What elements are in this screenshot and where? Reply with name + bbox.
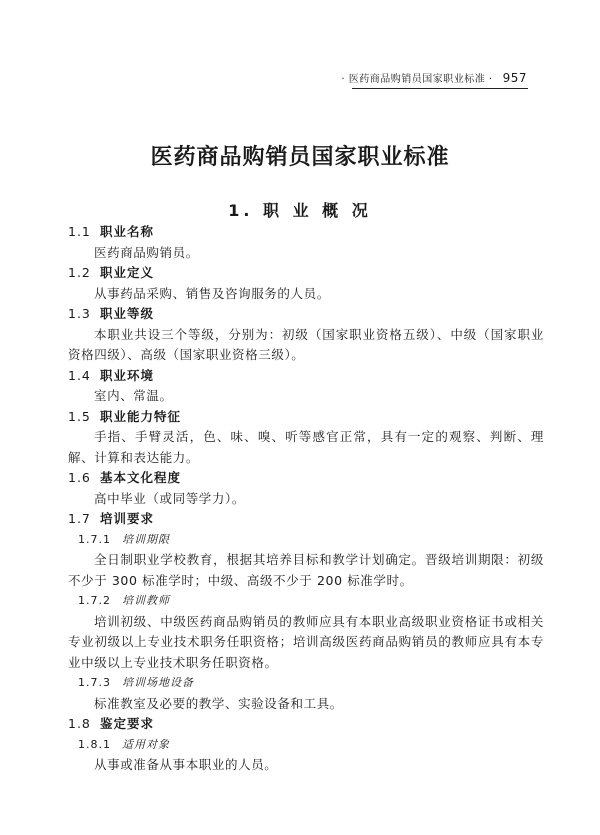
document-title: 医药商品购销员国家职业标准 xyxy=(150,145,450,170)
header-rule xyxy=(352,88,528,89)
subsection-title: 培训教师 xyxy=(122,594,170,607)
section-heading xyxy=(68,407,544,428)
section-number: 1.3 xyxy=(68,306,91,321)
section-title: 基本文化程度 xyxy=(100,470,182,485)
paragraph: 高中毕业（或同等学力）。 xyxy=(94,490,245,506)
document-body xyxy=(68,222,544,776)
section-heading xyxy=(68,366,544,387)
section-heading xyxy=(68,263,544,284)
subsection-heading xyxy=(68,530,544,551)
subsection-number: 1.7.2 xyxy=(78,594,111,607)
running-title: · 医药商品购销员国家职业标准 · xyxy=(341,74,493,85)
section-title: 职业环境 xyxy=(100,367,155,383)
section-heading xyxy=(68,222,544,243)
section-heading xyxy=(68,468,544,489)
section-heading xyxy=(68,714,544,735)
section-heading xyxy=(68,304,544,325)
paragraph: 全日制职业学校教育，根据其培养目标和教学计划确定。晋级培训期限：初级不少于 300 标准学时；中级、高级不少于 200 标准学时。 xyxy=(68,552,544,588)
section-heading xyxy=(68,509,544,530)
subsection-heading xyxy=(68,673,544,694)
subsection-number: 1.7.1 xyxy=(78,532,111,546)
subsection-number: 1.7.3 xyxy=(78,676,111,689)
chapter-heading: 1. 职 业 概 况 xyxy=(228,201,372,220)
paragraph: 室内、常温。 xyxy=(94,388,173,403)
section-number: 1.1 xyxy=(68,224,91,239)
section-title: 职业名称 xyxy=(100,224,155,239)
section-number: 1.4 xyxy=(68,367,91,383)
paragraph: 标准教室及必要的教学、实验设备和工具。 xyxy=(94,695,343,711)
section-title: 鉴定要求 xyxy=(100,716,155,731)
paragraph: 从事或准备从事本职业的人员。 xyxy=(94,757,278,772)
section-number: 1.2 xyxy=(68,265,91,280)
section-number: 1.5 xyxy=(68,408,91,424)
paragraph: 培训初级、中级医药商品购销员的教师应具有本职业高级职业资格证书或相关专业初级以上专业技术职务任职资格；培训高级医药商品购销员的教师应具有本专业中级以上专业技术职务任职资格。 xyxy=(68,613,544,670)
subsection-title: 培训期限 xyxy=(122,532,170,546)
page-number: 957 xyxy=(502,71,527,85)
paragraph: 本职业共设三个等级，分别为：初级（国家职业资格五级）、中级（国家职业资格四级）、高级（国家职业资格三级）。 xyxy=(68,326,544,362)
section-number: 1.7 xyxy=(68,511,91,526)
running-head xyxy=(341,70,527,85)
subsection-title: 适用对象 xyxy=(122,737,170,751)
section-title: 职业能力特征 xyxy=(100,408,182,424)
section-title: 培训要求 xyxy=(100,511,155,526)
section-title: 职业等级 xyxy=(100,306,155,321)
section-number: 1.6 xyxy=(68,470,91,485)
subsection-title: 培训场地设备 xyxy=(122,676,194,689)
paragraph: 医药商品购销员。 xyxy=(94,244,199,260)
paragraph: 从事药品采购、销售及咨询服务的人员。 xyxy=(94,285,330,301)
section-number: 1.8 xyxy=(68,716,91,731)
paragraph: 手指、手臂灵活，色、味、嗅、听等感官正常，具有一定的观察、判断、理解、计算和表达能力。 xyxy=(68,429,544,465)
section-title: 职业定义 xyxy=(100,265,155,280)
subsection-heading xyxy=(68,735,544,756)
subsection-heading xyxy=(68,591,544,612)
subsection-number: 1.8.1 xyxy=(78,737,111,751)
